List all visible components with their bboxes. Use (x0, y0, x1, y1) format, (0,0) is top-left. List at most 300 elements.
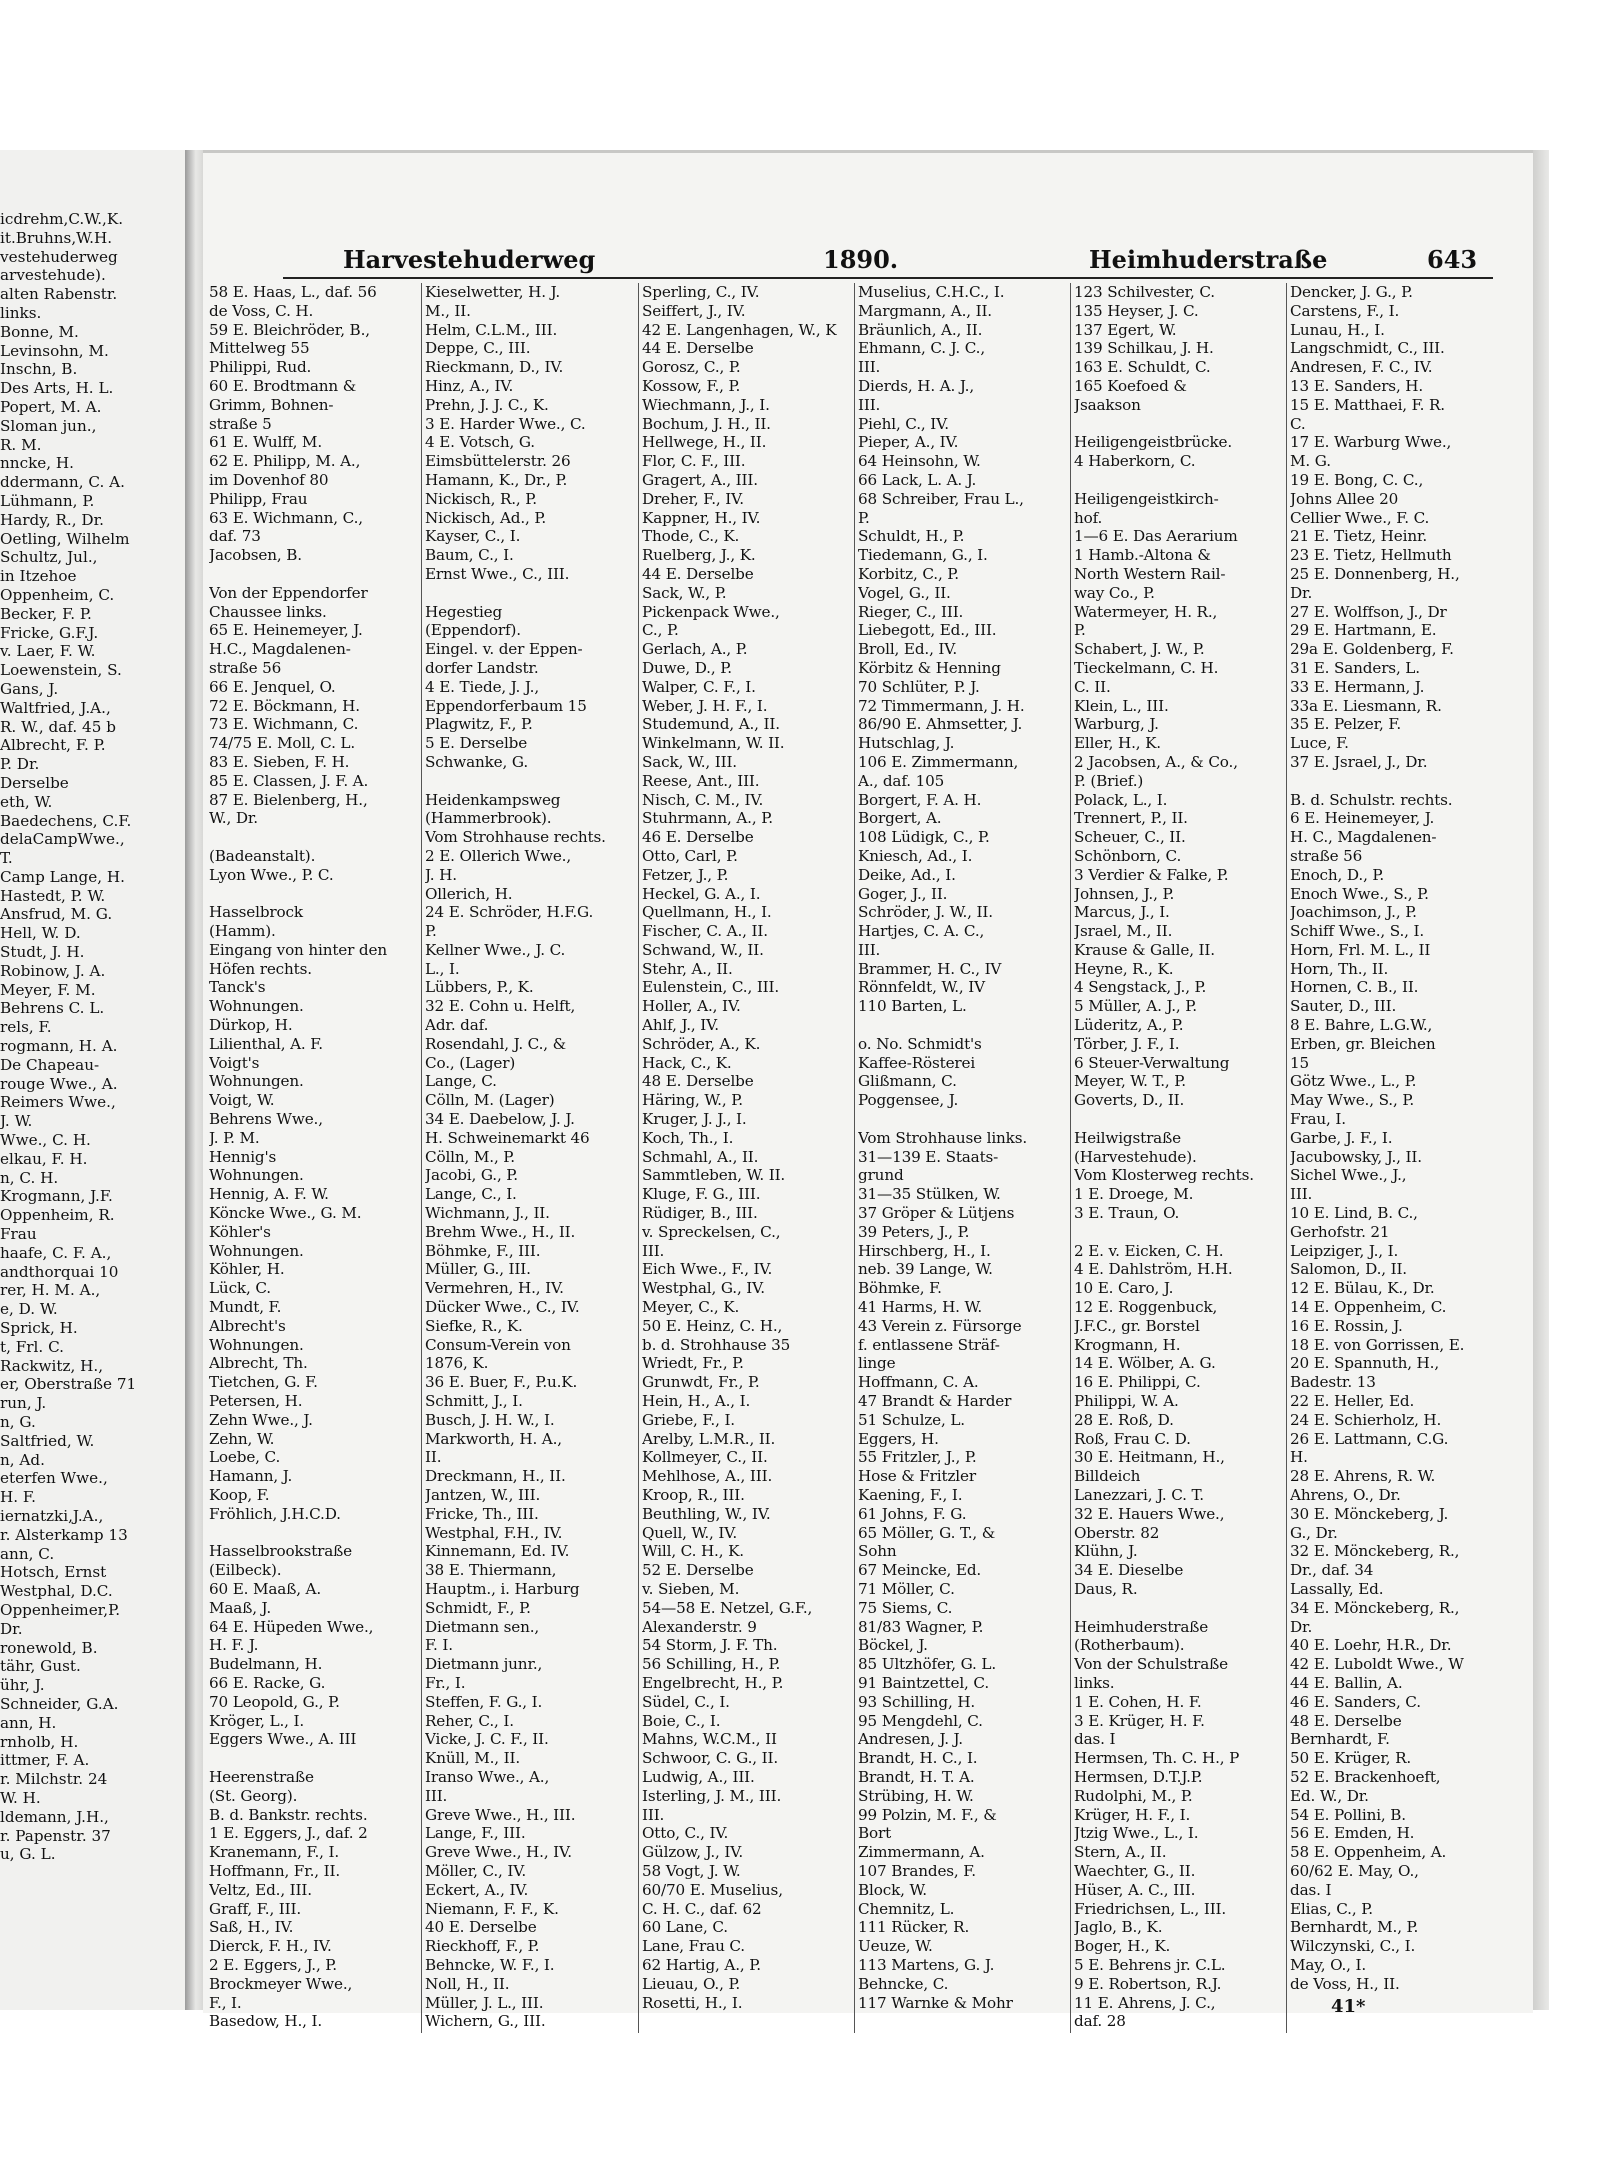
entry-line: Tietchen, G. F. (209, 1373, 318, 1392)
entry-line: Consum-Verein von (425, 1335, 571, 1354)
entry-line: 6 Steuer-Verwaltung (1074, 1053, 1230, 1072)
entry-line: Kroop, R., III. (642, 1486, 745, 1504)
entry-line: 3 Verdier & Falke, P. (1074, 865, 1229, 884)
entry-line: 4 Sengstack, J., P. (1074, 978, 1207, 997)
entry-line: 70 Leopold, G., P. (209, 1692, 340, 1711)
entry-line: 47 Brandt & Harder (858, 1392, 1012, 1411)
entry-line: Langschmidt, C., III. (1290, 339, 1445, 358)
entry-line: 55 Fritzler, J., P. (858, 1448, 977, 1467)
entry-line: Boger, H., K. (1074, 1937, 1171, 1956)
entry-line: G., Dr. (1290, 1523, 1338, 1542)
entry-line: Graff, F., III. (209, 1899, 302, 1918)
entry-line: Vicke, J. C. F., II. (425, 1730, 549, 1749)
entry-line: Kappner, H., IV. (642, 508, 761, 527)
entry-line: daf. 28 (1074, 2012, 1126, 2031)
entry-line: Rieger, C., III. (858, 602, 964, 621)
entry-line: Beuthling, W., IV. (642, 1504, 771, 1523)
entry-line (209, 828, 421, 847)
left-entry-line: Sloman jun., (0, 416, 97, 435)
entry-line: Tanck's (209, 978, 266, 997)
left-entry-line: Oppenheim, R. (0, 1206, 115, 1225)
left-entry-line: ühr, J. (0, 1676, 45, 1695)
entry-line: Otto, C., IV. (642, 1824, 729, 1843)
entry-line: Hoffmann, Fr., II. (209, 1861, 341, 1880)
left-entry-line: Oppenheim, C. (0, 585, 115, 604)
entry-line: 60/62 E. May, O., (1290, 1861, 1419, 1880)
entry-line: Reese, Ant., III. (642, 771, 760, 790)
left-entry-line: iernatzki,J.A., (0, 1506, 104, 1525)
entry-line: 56 E. Emden, H. (1290, 1824, 1415, 1843)
entry-line: Gragert, A., III. (642, 470, 758, 489)
entry-line: Duwe, D., P. (642, 658, 732, 677)
entry-line: Margmann, A., II. (858, 301, 992, 320)
entry-line: 40 E. Derselbe (425, 1918, 537, 1937)
left-entry-line: Inschn, B. (0, 360, 78, 379)
entry-line: 93 Schilling, H. (858, 1692, 976, 1711)
entry-line: Sichel Wwe., J., (1290, 1166, 1407, 1185)
entry-line: Kranemann, F., I. (209, 1843, 340, 1862)
entry-line: 5 E. Derselbe (425, 734, 528, 753)
entry-line: 48 E. Derselbe (1290, 1711, 1402, 1730)
entry-line: Nisch, C. M., IV. (642, 790, 764, 809)
entry-line: Wohnungen. (209, 1335, 304, 1354)
entry-line: Lange, F., III. (425, 1824, 526, 1843)
entry-line: Broll, Ed., IV. (858, 640, 958, 659)
left-entry-line: Fricke, G.F.J. (0, 623, 99, 642)
entry-line: 163 E. Schuldt, C. (1074, 358, 1211, 377)
entry-line: Lübbers, P., K. (425, 978, 534, 997)
entry-line: Greve Wwe., H., III. (425, 1805, 576, 1824)
left-entry-line: P. Dr. (0, 755, 40, 774)
left-entry-line: Studt, J. H. (0, 943, 85, 962)
page-edge (1533, 150, 1549, 2010)
entry-line: 21 E. Tietz, Heinr. (1290, 527, 1428, 546)
entry-line: Elias, C., P. (1290, 1899, 1373, 1918)
entry-line: Rönnfeldt, W., IV (858, 978, 985, 997)
entry-line: Chemnitz, L. (858, 1899, 955, 1918)
entry-line: 50 E. Heinz, C. H., (642, 1316, 783, 1335)
entry-line: 73 E. Wichmann, C. (209, 715, 359, 734)
entry-line: Schabert, J. W., P. (1074, 640, 1205, 659)
header-rule (283, 277, 1493, 279)
entry-line: J. H. (425, 865, 457, 884)
entry-line: 108 Lüdigk, C., P. (858, 828, 990, 847)
entry-line: Winkelmann, W. II. (642, 734, 785, 753)
entry-line: H. Schweinemarkt 46 (425, 1128, 590, 1147)
left-entry-line: Baedechens, C.F. (0, 811, 132, 830)
entry-line: 62 E. Philipp, M. A., (209, 452, 361, 471)
entry-line: 10 E. Caro, J. (1074, 1279, 1174, 1298)
entry-line: 17 E. Warburg Wwe., (1290, 433, 1452, 452)
column-5 (1074, 283, 1286, 2031)
entry-line: Krause & Galle, II. (1074, 940, 1215, 959)
entry-line: Lange, C., I. (425, 1185, 517, 1204)
entry-line: Sauter, D., III. (1290, 997, 1397, 1016)
entry-line: 31—35 Stülken, W. (858, 1185, 1001, 1204)
entry-line: 27 E. Wolffson, J., Dr (1290, 602, 1447, 621)
entry-line: 65 E. Heinemeyer, J. (209, 621, 363, 640)
entry-line: straße 56 (1290, 846, 1363, 865)
entry-line: Stehr, A., II. (642, 959, 733, 978)
entry-line: Lyon Wwe., P. C. (209, 865, 334, 884)
entry-line: 30 E. Heitmann, H., (1074, 1448, 1225, 1467)
left-entry-line: Derselbe (0, 773, 69, 792)
entry-line: Hose & Fritzler (858, 1467, 976, 1486)
directory-page (203, 150, 1533, 2031)
entry-line: Wiechmann, J., I. (642, 395, 770, 414)
entry-line: Brockmeyer Wwe., (209, 1974, 353, 1993)
entry-line: 8 E. Bahre, L.G.W., (1290, 1016, 1433, 1035)
entry-line: 60 E. Brodtmann & (209, 376, 357, 395)
entry-line: Jacobi, G., P. (425, 1166, 518, 1185)
left-entry-line: Reimers Wwe., (0, 1093, 116, 1112)
entry-line: Götz Wwe., L., P. (1290, 1072, 1417, 1091)
left-entry-line: Hastedt, P. W. (0, 886, 106, 905)
left-entry-line: Lühmann, P. (0, 491, 95, 510)
left-entry-line: ronewold, B. (0, 1638, 98, 1657)
entry-line: May Wwe., S., P. (1290, 1091, 1415, 1110)
entry-line: Philippi, W. A. (1074, 1392, 1179, 1411)
entry-line: Boie, C., I. (642, 1711, 721, 1730)
entry-line: 33 E. Hermann, J. (1290, 677, 1425, 696)
entry-line: 11 E. Ahrens, J. C., (1074, 1993, 1216, 2012)
entry-line: Adr. daf. (425, 1016, 489, 1035)
entry-line: Andresen, J. J. (858, 1730, 963, 1749)
entry-line: 64 Heinsohn, W. (858, 452, 981, 471)
entry-line: 39 Peters, J., P. (858, 1222, 970, 1241)
entry-line: Engelbrecht, H., P. (642, 1673, 784, 1692)
entry-line: Liebegott, Ed., III. (858, 621, 997, 640)
entry-line: Trennert, P., II. (1074, 809, 1188, 828)
entry-line: Eimsbüttelerstr. 26 (425, 452, 571, 471)
entry-line: im Dovenhof 80 (209, 470, 329, 489)
left-entry-line: De Chapeau- (0, 1055, 100, 1074)
entry-line: 50 E. Krüger, R. (1290, 1749, 1412, 1768)
entry-line: Kollmeyer, C., II. (642, 1448, 768, 1467)
entry-line: 42 E. Langenhagen, W., K (642, 320, 837, 339)
entry-line: Behncke, W. F., I. (425, 1955, 555, 1974)
left-entry-line: eterfen Wwe., (0, 1469, 108, 1488)
entry-line: Philippi, Rud. (209, 358, 312, 377)
entry-line: Rüdiger, B., III. (642, 1204, 758, 1223)
entry-line: 24 E. Schröder, H.F.G. (425, 903, 594, 922)
entry-line (209, 1524, 421, 1543)
entry-line: Köhler, H. (209, 1260, 285, 1279)
left-entry-line: tähr, Gust. (0, 1657, 81, 1676)
entry-line: 51 Schulze, L. (858, 1410, 965, 1429)
entry-line: Schmitt, J., I. (425, 1392, 523, 1411)
entry-line: 99 Polzin, M. F., & (858, 1805, 997, 1824)
entry-line: Will, C. H., K. (642, 1542, 744, 1561)
entry-line: Chaussee links. (209, 602, 327, 621)
entry-line: straße 5 (209, 414, 272, 433)
entry-line: 25 E. Donnenberg, H., (1290, 564, 1460, 583)
left-entry-line: Robinow, J. A. (0, 961, 106, 980)
entry-line: Mittelweg 55 (209, 339, 310, 358)
entry-line: Rieckhoff, F., P. (425, 1937, 540, 1956)
entry-line: Kossow, F., P. (642, 376, 741, 395)
entry-line: 58 E. Haas, L., daf. 56 (209, 283, 377, 301)
entry-line: Kaening, F., I. (858, 1486, 963, 1504)
entry-line: Polack, L., I. (1074, 790, 1168, 809)
entry-line: 65 Möller, G. T., & (858, 1523, 996, 1542)
left-entry-line: Frau (0, 1225, 37, 1244)
entry-line: 4 E. Votsch, G. (425, 433, 535, 452)
left-entry-line: rels, F. (0, 1018, 52, 1037)
left-entry-line: W. H. (0, 1788, 41, 1807)
entry-line: Bochum, J. H., II. (642, 414, 771, 433)
entry-line (858, 1110, 1070, 1129)
entry-line: Borgert, F. A. H. (858, 790, 982, 809)
entry-line: Lassally, Ed. (1290, 1579, 1384, 1598)
left-entry-line: arvestehude). (0, 266, 106, 285)
left-entry-line: Becker, F. P. (0, 604, 92, 623)
left-entry-line: eth, W. (0, 792, 53, 811)
entry-line: Stern, A., II. (1074, 1843, 1167, 1862)
entry-line: Bräunlich, A., II. (858, 320, 983, 339)
entry-line: 52 E. Derselbe (642, 1561, 754, 1580)
left-entry-line: J. W. (0, 1112, 33, 1131)
entry-line: 40 E. Loehr, H.R., Dr. (1290, 1636, 1452, 1655)
entry-line: Böckel, J. (858, 1636, 928, 1655)
signature-mark: 41* (1331, 1996, 1366, 2017)
left-entry-line: Rackwitz, H., (0, 1356, 104, 1375)
entry-line: Hauptm., i. Harburg (425, 1579, 580, 1598)
entry-line: Brehm Wwe., H., II. (425, 1222, 576, 1241)
left-entry-line: t, Frl. C. (0, 1337, 64, 1356)
column-divider (421, 283, 422, 2033)
left-entry-line: Oetling, Wilhelm (0, 529, 130, 548)
entry-line (209, 1749, 421, 1768)
left-entry-line: haafe, C. F. A., (0, 1243, 112, 1262)
entry-line: 14 E. Wölber, A. G. (1074, 1354, 1216, 1373)
entry-line: Glißmann, C. (858, 1072, 957, 1091)
left-entry-line: R. W., daf. 45 b (0, 717, 116, 736)
entry-line: Krüger, H. F., I. (1074, 1805, 1191, 1824)
entry-line: Lück, C. (209, 1279, 271, 1298)
entry-line: Veltz, Ed., III. (209, 1880, 312, 1899)
entry-line: 135 Heyser, J. C. (1074, 301, 1199, 320)
entry-line: Bernhardt, M., P. (1290, 1918, 1419, 1937)
entry-line: Heckel, G. A., I. (642, 884, 761, 903)
entry-line: 35 E. Pelzer, F. (1290, 715, 1402, 734)
entry-line: III. (858, 358, 881, 377)
entry-line: Oberstr. 82 (1074, 1523, 1160, 1542)
entry-line: B. d. Bankstr. rechts. (209, 1805, 368, 1824)
entry-line (1074, 415, 1286, 434)
entry-line: Eggers Wwe., A. III (209, 1730, 357, 1749)
entry-line: Eulenstein, C., III. (642, 978, 780, 997)
entry-line: 72 E. Böckmann, H. (209, 696, 360, 715)
entry-line: Klühn, J. (1074, 1542, 1138, 1561)
entry-line: Cölln, M. (Lager) (425, 1091, 555, 1110)
entry-line: 52 E. Brackenhoeft, (1290, 1767, 1441, 1786)
entry-line: linge (858, 1354, 896, 1373)
entry-line: J.F.C., gr. Borstel (1074, 1316, 1200, 1335)
entry-line: Warburg, J. (1074, 715, 1159, 734)
entry-line: Basedow, H., I. (209, 2012, 323, 2031)
entry-line: North Western Rail- (1074, 564, 1226, 583)
entry-line: 62 Hartig, A., P. (642, 1955, 761, 1974)
entry-line: Behncke, C. (858, 1974, 949, 1993)
entry-line: 58 Vogt, J. W. (642, 1861, 741, 1880)
entry-line: 10 E. Lind, B. C., (1290, 1204, 1418, 1223)
entry-line: Rosetti, H., I. (642, 1993, 743, 2012)
entry-line: Mehlhose, A., III. (642, 1467, 773, 1486)
entry-line: 54 E. Pollini, B. (1290, 1805, 1406, 1824)
entry-line: 29 E. Hartmann, E. (1290, 621, 1437, 640)
entry-line: Gerhofstr. 21 (1290, 1222, 1390, 1241)
left-entry-line: n, G. (0, 1413, 36, 1431)
entry-line: Prehn, J. J. C., K. (425, 395, 549, 414)
left-entry-line: Gans, J. (0, 679, 59, 698)
left-entry-line: Hell, W. D. (0, 924, 81, 943)
left-entry-line: n, C. H. (0, 1168, 59, 1187)
entry-line: Hennig, A. F. W. (209, 1185, 329, 1204)
entry-line (1074, 1599, 1286, 1618)
left-entry-line: Wwe., C. H. (0, 1131, 91, 1150)
left-entry-line: r. Papenstr. 37 (0, 1826, 111, 1845)
left-entry-line: n, Ad. (0, 1450, 45, 1469)
entry-line: 2 E. Ollerich Wwe., (425, 846, 572, 865)
entry-line: 60/70 E. Muselius, (642, 1880, 783, 1899)
entry-line: 85 E. Classen, J. F. A. (209, 771, 369, 790)
left-page-text (0, 210, 136, 1864)
entry-line: Scheuer, C., II. (1074, 828, 1186, 847)
entry-line: Leipziger, J., I. (1290, 1241, 1399, 1260)
entry-line: Cellier Wwe., F. C. (1290, 508, 1430, 527)
entry-line: 72 Timmermann, J. H. (858, 696, 1025, 715)
entry-line: 2 E. Eggers, J., P. (209, 1955, 337, 1974)
left-entry-line: Ansfrud, M. G. (0, 905, 113, 924)
entry-line: (Hamm). (209, 922, 276, 941)
entry-line: Törber, J. F., I. (1074, 1034, 1180, 1053)
entry-line: Sperling, C., IV. (642, 283, 760, 301)
book-gutter (185, 150, 203, 2010)
entry-line: F., I. (209, 1993, 242, 2012)
left-entry-line: Behrens C. L. (0, 999, 105, 1018)
entry-line: 32 E. Cohn u. Helft, (425, 997, 576, 1016)
entry-line: Gülzow, J., IV. (642, 1843, 744, 1862)
entry-line: Eckert, A., IV. (425, 1880, 529, 1899)
entry-line: Wriedt, Fr., P. (642, 1354, 744, 1373)
left-entry-line: rogmann, H. A. (0, 1037, 118, 1056)
entry-line: Behrens Wwe., (209, 1110, 323, 1129)
entry-line: Wohnungen. (209, 997, 304, 1016)
entry-line: Friedrichsen, L., III. (1074, 1899, 1227, 1918)
entry-line: 1876, K. (425, 1354, 489, 1373)
left-entry-line: r. Milchstr. 24 (0, 1770, 108, 1789)
entry-line: Hornen, C. B., II. (1290, 978, 1419, 997)
entry-line: Möller, C., IV. (425, 1861, 527, 1880)
entry-line: 12 E. Roggenbuck, (1074, 1298, 1218, 1317)
left-entry-line: Krogmann, J.F. (0, 1187, 113, 1206)
entry-line: Dietmann sen., (425, 1617, 540, 1636)
left-entry-line: Des Arts, H. L. (0, 379, 114, 398)
left-entry-line: R. M. (0, 435, 42, 454)
entry-line: III. (1290, 1185, 1313, 1204)
column-1 (209, 283, 421, 2031)
entry-line: B. d. Schulstr. rechts. (1290, 790, 1453, 809)
entry-line: Kayser, C., I. (425, 527, 521, 546)
entry-line: 31 E. Sanders, L. (1290, 658, 1420, 677)
column-2 (425, 283, 638, 2031)
entry-line (1074, 1110, 1286, 1129)
entry-line: Plagwitz, F., P. (425, 715, 533, 734)
entry-line: C. II. (1074, 677, 1111, 696)
header-year: 1890. (823, 245, 899, 274)
entry-line: Koop, F. (209, 1486, 270, 1504)
entry-line: Jacobsen, B. (209, 546, 302, 565)
entry-line: Häring, W., P. (642, 1091, 743, 1110)
entry-line: Budelmann, H. (209, 1655, 323, 1674)
left-entry-line: nncke, H. (0, 454, 74, 473)
entry-line: Lieuau, O., P. (642, 1974, 741, 1993)
entry-line: H. F. J. (209, 1636, 259, 1655)
entry-line: 54 Storm, J. F. Th. (642, 1636, 778, 1655)
entry-line: P. (1074, 621, 1086, 640)
entry-line: Maaß, J. (209, 1598, 271, 1617)
entry-line: Sohn (858, 1542, 897, 1561)
entry-line: neb. 39 Lange, W. (858, 1260, 993, 1279)
entry-line: Krogmann, H. (1074, 1335, 1181, 1354)
entry-line: straße 56 (209, 658, 282, 677)
entry-line (1290, 772, 1520, 791)
left-entry-line: T. (0, 849, 13, 868)
left-entry-line: icdrehm,C.W.,K. (0, 210, 124, 228)
entry-line: Müller, G., III. (425, 1260, 531, 1279)
entry-line: Hartjes, C. A. C., (858, 922, 985, 941)
column-4 (858, 283, 1070, 2012)
entry-line: 1 Hamb.-Altona & (1074, 546, 1211, 565)
entry-line (425, 772, 638, 791)
entry-line: Voigt, W. (209, 1091, 275, 1110)
entry-line: Jaglo, B., K. (1074, 1918, 1163, 1937)
entry-line: 66 E. Racke, G. (209, 1673, 326, 1692)
left-page-fragment (0, 150, 185, 2010)
entry-line: Dürkop, H. (209, 1016, 293, 1035)
entry-line: Heilwigstraße (1074, 1128, 1181, 1147)
entry-line: Jsaakson (1074, 395, 1141, 414)
header-street-right: Heimhuderstraße (1089, 245, 1328, 274)
entry-line: Hasselbrock (209, 903, 303, 922)
entry-line: Niemann, F. F., K. (425, 1899, 559, 1918)
entry-line: links. (1074, 1673, 1115, 1692)
entry-line: 83 E. Sieben, F. H. (209, 752, 350, 771)
entry-line: Hirschberg, H., I. (858, 1241, 991, 1260)
left-entry-line: Albrecht, F. P. (0, 736, 106, 755)
entry-line: Erben, gr. Bleichen (1290, 1034, 1436, 1053)
entry-line: Gorosz, C., P. (642, 358, 741, 377)
entry-line: Goverts, D., II. (1074, 1091, 1185, 1110)
entry-line: 106 E. Zimmermann, (858, 752, 1019, 771)
entry-line: grund (858, 1166, 904, 1185)
entry-line: Schuldt, H., P. (858, 527, 965, 546)
entry-line: 34 E. Dieselbe (1074, 1561, 1184, 1580)
entry-line: III. (425, 1786, 448, 1805)
entry-line: Baum, C., I. (425, 546, 514, 565)
entry-line: 1 E. Eggers, J., daf. 2 (209, 1824, 368, 1843)
entry-line: Schiff Wwe., S., I. (1290, 922, 1425, 941)
entry-line: 34 E. Mönckeberg, R., (1290, 1598, 1460, 1617)
entry-line: Bort (858, 1824, 892, 1843)
entry-line: v. Sieben, M. (642, 1579, 740, 1598)
entry-line: Hack, C., K. (642, 1053, 732, 1072)
entry-line: Horn, Th., II. (1290, 959, 1389, 978)
entry-line: Heimhuderstraße (1074, 1617, 1209, 1636)
entry-line: Noll, H., II. (425, 1974, 510, 1993)
entry-line: 61 Johns, F. G. (858, 1504, 967, 1523)
